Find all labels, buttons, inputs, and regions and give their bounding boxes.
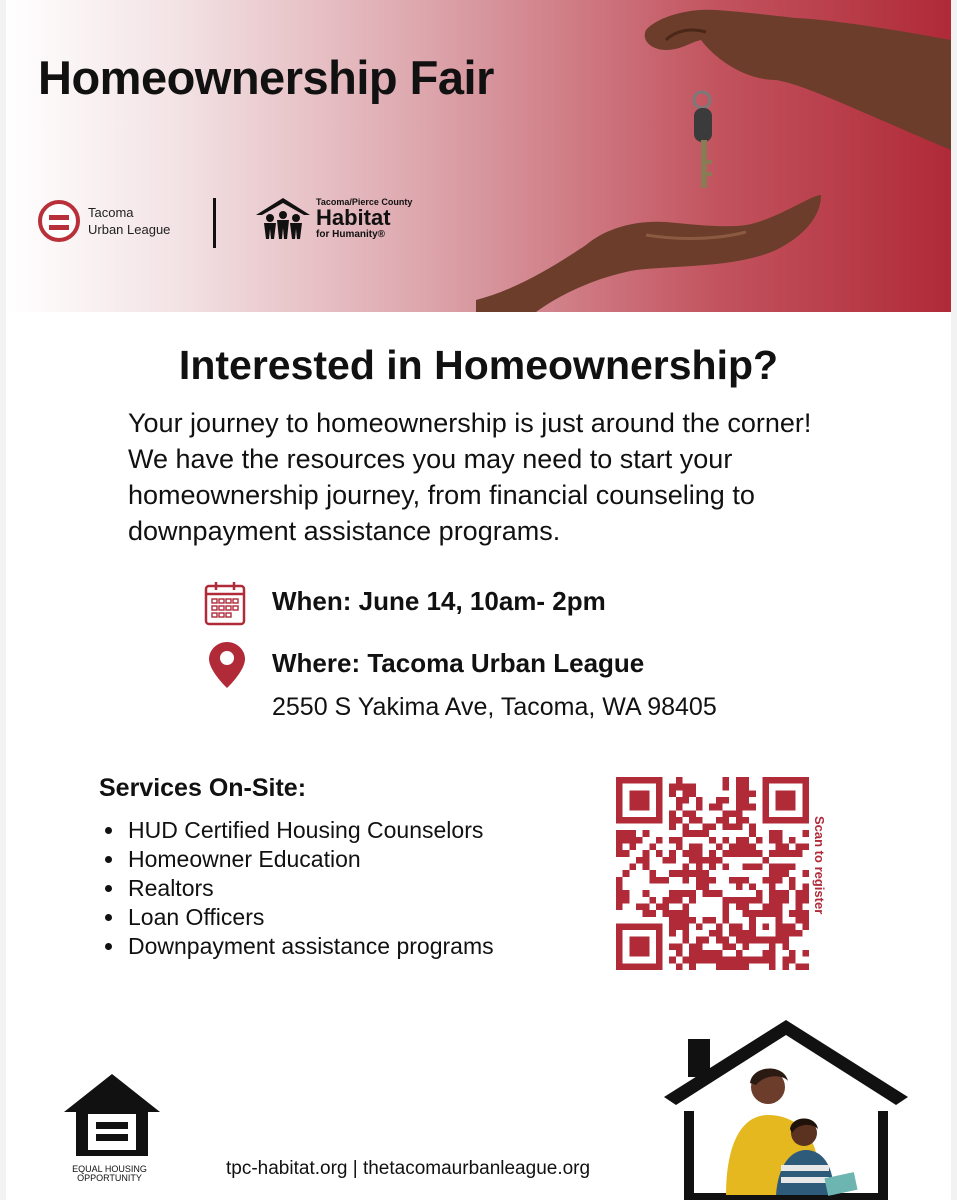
list-item: • Realtors bbox=[126, 874, 494, 903]
house-family-illustration bbox=[656, 1015, 916, 1200]
urban-league-equals-icon bbox=[38, 200, 80, 242]
equal-housing-house-icon bbox=[62, 1072, 162, 1158]
page-title: Homeownership Fair bbox=[38, 51, 494, 104]
logo-divider bbox=[213, 198, 216, 248]
flyer-page bbox=[6, 0, 951, 1200]
partner1-line2: Urban League bbox=[88, 222, 171, 237]
calendar-icon bbox=[204, 580, 246, 626]
map-pin-icon bbox=[206, 640, 248, 690]
list-item: • HUD Certified Housing Counselors bbox=[126, 816, 494, 845]
partner2-small: Tacoma/Pierce County bbox=[316, 196, 413, 207]
footer-website-links[interactable]: tpc-habitat.org | thetacomaurbanleague.org bbox=[226, 1158, 591, 1179]
intro-paragraph: Your journey to homeownership is just around the corner! We have the resources you may need to start your homeownership journey, from financial counseling to downpayment assistance programs. bbox=[128, 408, 812, 546]
habitat-house-icon bbox=[254, 195, 312, 241]
habitat-for-humanity-logo bbox=[254, 195, 412, 241]
partner2-big: Habitat bbox=[316, 204, 391, 230]
when-row bbox=[204, 580, 606, 626]
where-row bbox=[206, 640, 717, 722]
main-heading: Interested in Homeownership? bbox=[178, 342, 779, 388]
scan-to-register-label: Scan to register bbox=[812, 816, 827, 915]
list-item: • Homeowner Education bbox=[126, 845, 494, 874]
eho-line1: EQUAL HOUSING bbox=[72, 1164, 147, 1174]
registration-qr-code[interactable] bbox=[616, 777, 809, 970]
hands-with-keys-image bbox=[476, 0, 951, 312]
eho-line2: OPPORTUNITY bbox=[77, 1173, 142, 1183]
tacoma-urban-league-logo bbox=[38, 200, 170, 242]
partner1-line1: Tacoma bbox=[88, 205, 134, 220]
services-title: Services On-Site: bbox=[99, 774, 307, 802]
hero-banner bbox=[6, 0, 951, 312]
list-item: • Downpayment assistance programs bbox=[126, 932, 494, 961]
event-location: Where: Tacoma Urban League bbox=[272, 648, 645, 678]
partner2-sub: for Humanity® bbox=[316, 228, 386, 240]
event-date: When: June 14, 10am- 2pm bbox=[272, 586, 606, 616]
equal-housing-opportunity-logo bbox=[62, 1072, 166, 1183]
services-list bbox=[106, 816, 494, 961]
event-address: 2550 S Yakima Ave, Tacoma, WA 98405 bbox=[272, 693, 717, 721]
list-item: • Loan Officers bbox=[126, 903, 494, 932]
